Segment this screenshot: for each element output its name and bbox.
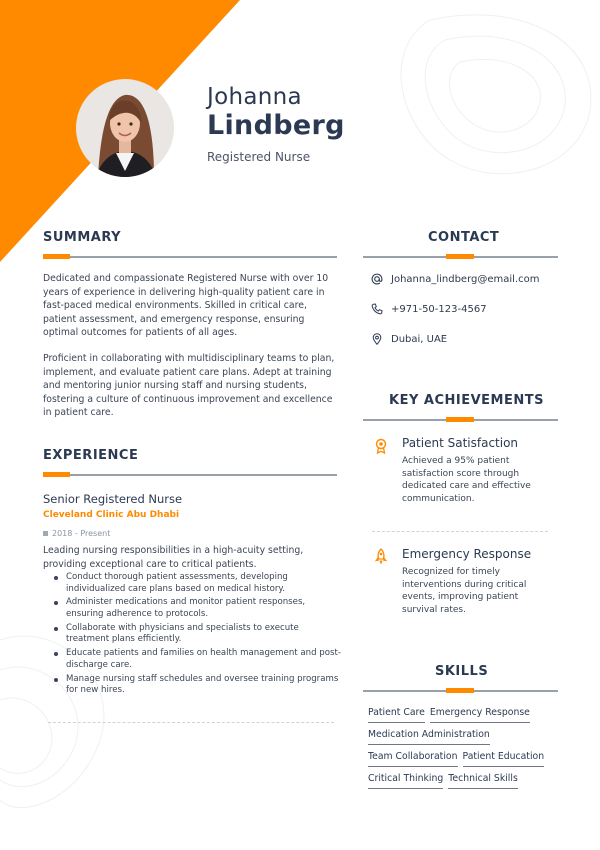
location-text: Dubai, UAE bbox=[391, 333, 448, 345]
skills-accent bbox=[446, 688, 474, 693]
job-role: Senior Registered Nurse bbox=[43, 492, 183, 506]
skill-tag: Medication Administration bbox=[368, 729, 490, 745]
experience-accent bbox=[43, 472, 70, 477]
list-item: Educate patients and families on health management and post-discharge care. bbox=[53, 648, 341, 671]
skill-tag: Emergency Response bbox=[430, 707, 530, 723]
achievement-title-1: Patient Satisfaction bbox=[402, 436, 519, 450]
job-bullets bbox=[53, 572, 341, 699]
phone-text: +971-50-123-4567 bbox=[391, 303, 487, 315]
job-dates bbox=[43, 529, 110, 538]
last-name: Lindberg bbox=[207, 110, 345, 141]
at-icon bbox=[371, 273, 383, 285]
phone-icon bbox=[371, 303, 383, 315]
summary-paragraph-1: Dedicated and compassionate Registered Nurse with over 10 years of experience in delivering high-quality patient care in fast-paced medical environments. Skilled in critical care, patient assessment, and emergency response, ensuring optimal outcomes for patients of all ages. bbox=[43, 273, 329, 339]
skills-list bbox=[368, 707, 558, 789]
section-divider bbox=[48, 722, 334, 723]
achievements-heading: KEY ACHIEVEMENTS bbox=[389, 393, 544, 408]
calendar-icon bbox=[43, 531, 48, 536]
contact-location bbox=[371, 333, 447, 345]
skill-tag: Patient Care bbox=[368, 707, 425, 723]
company-name: Cleveland Clinic Abu Dhabi bbox=[43, 510, 180, 520]
first-name: Johanna bbox=[207, 84, 302, 110]
contact-email[interactable] bbox=[371, 273, 539, 285]
list-item: Conduct thorough patient assessments, developing individualized care plans based on medical history. bbox=[53, 572, 341, 595]
experience-rule bbox=[43, 474, 337, 476]
contact-accent bbox=[446, 254, 474, 259]
email-text: Johanna_lindberg@email.com bbox=[391, 273, 540, 285]
achievement-divider bbox=[372, 531, 548, 532]
skill-tag: Critical Thinking bbox=[368, 773, 443, 789]
list-item: Manage nursing staff schedules and oversee training programs for new hires. bbox=[53, 674, 341, 697]
experience-heading: EXPERIENCE bbox=[43, 448, 139, 463]
list-item: Collaborate with physicians and specialists to execute treatment plans efficiently. bbox=[53, 623, 341, 646]
job-description: Leading nursing responsibilities in a high-acuity setting, providing exceptional care to critical patients. bbox=[43, 545, 304, 570]
achievements-accent bbox=[446, 417, 474, 422]
skill-tag: Technical Skills bbox=[448, 773, 518, 789]
medal-icon bbox=[374, 438, 388, 454]
contact-heading: CONTACT bbox=[428, 230, 500, 245]
list-item: Administer medications and monitor patient responses, ensuring adherence to protocols. bbox=[53, 597, 341, 620]
achievement-desc-2: Recognized for timely interventions during critical events, improving patient survival rates. bbox=[402, 567, 527, 615]
summary-accent bbox=[43, 254, 70, 259]
skill-tag: Team Collaboration bbox=[368, 751, 458, 767]
avatar bbox=[76, 79, 174, 177]
map-pin-icon bbox=[371, 333, 383, 345]
achievement-title-2: Emergency Response bbox=[402, 547, 532, 561]
achievement-desc-1: Achieved a 95% patient satisfaction score through dedicated care and effective communication. bbox=[402, 456, 531, 504]
skill-tag: Patient Education bbox=[463, 751, 545, 767]
job-dates-text: 2018 - Present bbox=[52, 529, 111, 538]
rocket-icon bbox=[374, 548, 388, 564]
summary-heading: SUMMARY bbox=[43, 230, 122, 245]
summary-paragraph-2: Proficient in collaborating with multidisciplinary teams to plan, implement, and evaluate patient care plans. Adept at training and mentoring junior nursing staff and nursing students, fostering a culture of continuous improvement and excellence in patient care. bbox=[43, 353, 335, 419]
job-title: Registered Nurse bbox=[207, 150, 311, 164]
skills-heading: SKILLS bbox=[435, 664, 489, 679]
contact-phone[interactable] bbox=[371, 303, 487, 315]
summary-rule bbox=[43, 256, 337, 258]
